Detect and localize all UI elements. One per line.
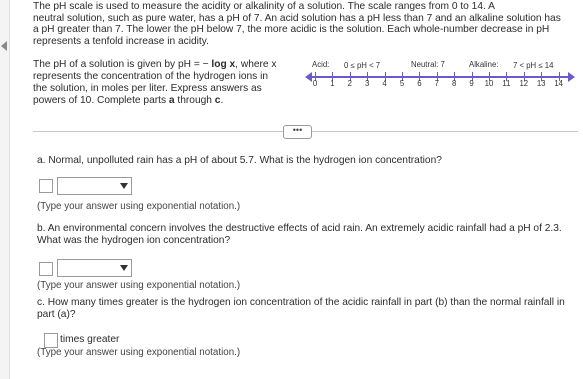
- part-a-ref: a: [168, 94, 175, 106]
- more-options-button[interactable]: •••: [283, 125, 312, 139]
- part-c-suffix: times greater: [60, 334, 120, 345]
- instruction-text: powers of 10. Complete parts: [33, 94, 169, 106]
- part-b-question-line-2: What was the hydrogen ion concentration?: [37, 235, 231, 246]
- axis-tick-label-0: 0: [312, 79, 318, 88]
- chevron-down-icon: [120, 265, 128, 271]
- chevron-down-icon: [120, 183, 128, 189]
- intro-line-2: neutral solution, such as pure water, has a pH of 7. An acid solution has a pH less than 7 and an alkaline solution has: [33, 12, 561, 24]
- ph-formula-where: , where x: [235, 59, 277, 70]
- part-a-answer-dropdown[interactable]: [57, 177, 132, 195]
- axis-tick-label-6: 6: [417, 79, 422, 88]
- part-a-answer-box[interactable]: [39, 179, 53, 193]
- ph-definition-line-3: the solution, in moles per liter. Express answers as: [33, 82, 262, 94]
- acid-range: 0 ≤ pH < 7: [344, 61, 381, 70]
- part-c-question-line-2: part (a)?: [37, 309, 76, 320]
- axis-tick-label-11: 11: [502, 79, 511, 88]
- part-c-question: [37, 297, 565, 321]
- axis-tick-label-1: 1: [330, 79, 335, 88]
- ph-definition-paragraph: [33, 59, 303, 107]
- neutral-label: Neutral: 7: [411, 60, 445, 69]
- part-a-hint: (Type your answer using exponential notation.): [37, 201, 241, 212]
- axis-tick-label-9: 9: [469, 79, 474, 88]
- axis-tick-label-12: 12: [519, 79, 529, 88]
- ph-formula-log: log x: [211, 59, 236, 70]
- part-b-answer-dropdown[interactable]: [57, 259, 132, 277]
- axis-tick-label-5: 5: [399, 79, 405, 88]
- axis-tick-label-2: 2: [347, 79, 352, 88]
- axis-right-arrow-icon: [568, 72, 575, 82]
- part-a-question: a. Normal, unpolluted rain has a pH of about 5.7. What is the hydrogen ion concentration?: [37, 155, 442, 166]
- axis-tick-label-10: 10: [484, 79, 494, 88]
- part-b-question: [37, 223, 562, 247]
- part-c-ref: c: [214, 94, 221, 106]
- axis-tick-label-14: 14: [554, 79, 563, 88]
- ph-definition-line-2: represents the concentration of the hydrogen ions in: [33, 70, 269, 82]
- alkaline-range: 7 < pH ≤ 14: [513, 61, 554, 70]
- intro-paragraph: [33, 1, 578, 48]
- ph-definition-line-1: [33, 59, 303, 71]
- part-b-answer-box[interactable]: [39, 262, 53, 276]
- axis-tick-label-4: 4: [382, 79, 387, 88]
- collapse-left-arrow-icon[interactable]: [1, 41, 7, 51]
- part-c-hint: (Type your answer using exponential notation.): [37, 347, 241, 358]
- intro-line-4: represents a tenfold increase in acidity.: [33, 36, 209, 48]
- acid-label: Acid:: [312, 60, 330, 69]
- intro-line-3: a pH greater than 7. The lower the pH below 7, the more acidic is the solution. Each whole-number decrease in pH: [33, 24, 550, 36]
- instruction-through: through: [174, 94, 215, 106]
- instruction-period: .: [220, 94, 224, 106]
- ph-number-line: [305, 58, 577, 98]
- alkaline-label: Alkaline:: [469, 60, 499, 69]
- part-b-question-line-1: b. An environmental concern involves the destructive effects of acid rain. An extremely acidic rainfall had a pH of 2.3.: [37, 223, 562, 234]
- axis-tick-label-8: 8: [452, 79, 457, 88]
- part-c-answer-input[interactable]: [44, 333, 58, 348]
- axis-tick-label-3: 3: [365, 79, 370, 88]
- ph-definition-line-4: [33, 95, 303, 107]
- intro-line-1: The pH scale is used to measure the acidity or alkalinity of a solution. The scale ranges from 0 to 14. A: [33, 1, 495, 12]
- left-panel-strip: [0, 0, 10, 379]
- part-b-hint: (Type your answer using exponential notation.): [37, 280, 241, 291]
- part-c-question-line-1: c. How many times greater is the hydrogen ion concentration of the acidic rainfall in part (b) than the normal rainfall in: [37, 297, 565, 308]
- axis-tick-label-7: 7: [434, 79, 439, 88]
- ph-formula-text: The pH of a solution is given by pH = −: [33, 59, 212, 70]
- axis-tick-label-13: 13: [536, 79, 546, 88]
